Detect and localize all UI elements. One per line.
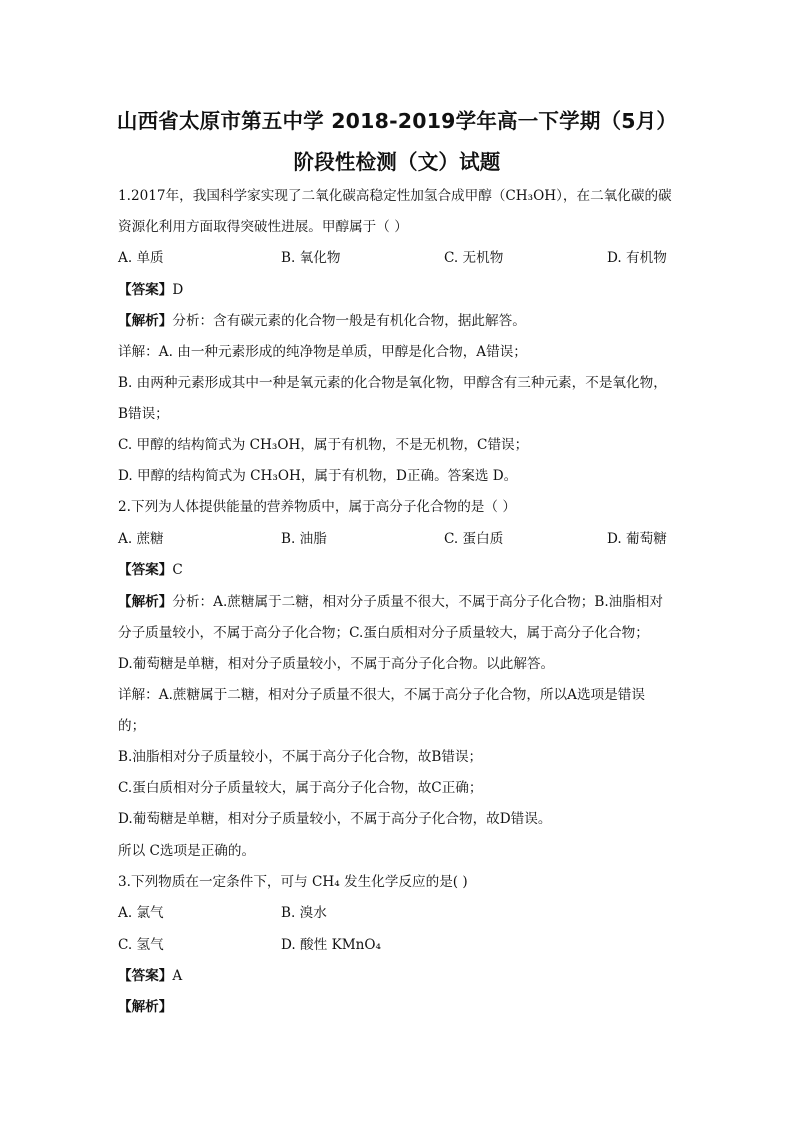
q2-answer [118, 561, 678, 579]
q2-detail-line2: 的； [118, 718, 146, 734]
q3-option-b: B. 溴水 [281, 905, 327, 921]
q3-stem: 3.下列物质在一定条件下，可与 CH₄ 发生化学反应的是( ) [118, 874, 468, 890]
q1-option-d: D. 有机物 [607, 250, 667, 266]
q1-detail-line2: B. 由两种元素形成其中一种是氧元素的化合物是氧化物，甲醇含有三种元素，不是氧化物， [118, 375, 667, 391]
q2-conclusion: 所以 C选项是正确的。 [118, 843, 256, 859]
q1-answer [118, 281, 678, 299]
q1-option-c: C. 无机物 [444, 250, 504, 266]
q2-stem: 2.下列为人体提供能量的营养物质中，属于高分子化合物的是（ ） [118, 499, 516, 515]
q1-analysis [118, 312, 678, 330]
q1-answer-value: D [172, 282, 184, 298]
q1-answer-label: 【答案】 [118, 282, 173, 298]
q2-option-c: C. 蛋白质 [444, 531, 504, 547]
q2-detail-line5: D.葡萄糖是单糖，相对分子质量较小，不属于高分子化合物，故D错误。 [118, 811, 552, 827]
q1-option-b: B. 氧化物 [281, 250, 341, 266]
q2-detail-line4: C.蛋白质相对分子质量较大，属于高分子化合物，故C正确； [118, 780, 483, 796]
q3-answer-label: 【答案】 [118, 968, 173, 984]
q3-option-d: D. 酸性 KMnO₄ [281, 937, 381, 953]
q1-detail-line3: B错误； [118, 406, 169, 422]
q3-analysis [118, 998, 678, 1016]
q2-answer-label: 【答案】 [118, 562, 173, 578]
q1-stem-line1: 1.2017年，我国科学家实现了二氧化碳高稳定性加氢合成甲醇（CH₃OH），在二氧化碳的碳 [118, 188, 672, 204]
q2-detail-line3: B.油脂相对分子质量较小，不属于高分子化合物，故B错误； [118, 749, 483, 765]
q2-option-a: A. 蔗糖 [118, 531, 164, 547]
q2-analysis-line3: D.葡萄糖是单糖，相对分子质量较小，不属于高分子化合物。以此解答。 [118, 656, 555, 672]
q2-option-b: B. 油脂 [281, 531, 327, 547]
q2-analysis-line1 [118, 593, 678, 611]
q3-option-a: A. 氯气 [118, 905, 164, 921]
q1-analysis-label: 【解析】 [118, 313, 173, 329]
q2-answer-value: C [172, 562, 183, 578]
q3-answer-value: A [172, 968, 183, 984]
q1-detail-line5: D. 甲醇的结构简式为 CH₃OH，属于有机物，D正确。答案选 D。 [118, 468, 518, 484]
doc-title-line1: 山西省太原市第五中学 2018-2019学年高一下学期（5月） [116, 109, 678, 133]
q1-stem-line2: 资源化利用方面取得突破性进展。甲醇属于（ ） [118, 219, 408, 235]
q1-detail-line4: C. 甲醇的结构简式为 CH₃OH，属于有机物，不是无机物，C错误； [118, 437, 529, 453]
q3-answer [118, 967, 678, 985]
q2-analysis-label: 【解析】 [118, 594, 173, 610]
doc-title-line2: 阶段性检测（文）试题 [293, 150, 501, 174]
q3-analysis-label: 【解析】 [118, 999, 173, 1015]
q1-analysis-text: 分析：含有碳元素的化合物一般是有机化合物，据此解答。 [172, 313, 526, 329]
q2-detail-line1: 详解：A.蔗糖属于二糖，相对分子质量不很大，不属于高分子化合物，所以A选项是错误 [118, 687, 645, 703]
q2-analysis-line2: 分子质量较小，不属于高分子化合物；C.蛋白质相对分子质量较大，属于高分子化合物； [118, 625, 649, 641]
q2-analysis-text1: 分析：A.蔗糖属于二糖，相对分子质量不很大，不属于高分子化合物；B.油脂相对 [172, 594, 664, 610]
q2-option-d: D. 葡萄糖 [607, 531, 667, 547]
q1-option-a: A. 单质 [118, 250, 164, 266]
q3-option-c: C. 氢气 [118, 937, 164, 953]
q1-detail-line1: 详解：A. 由一种元素形成的纯净物是单质，甲醇是化合物，A错误； [118, 344, 527, 360]
